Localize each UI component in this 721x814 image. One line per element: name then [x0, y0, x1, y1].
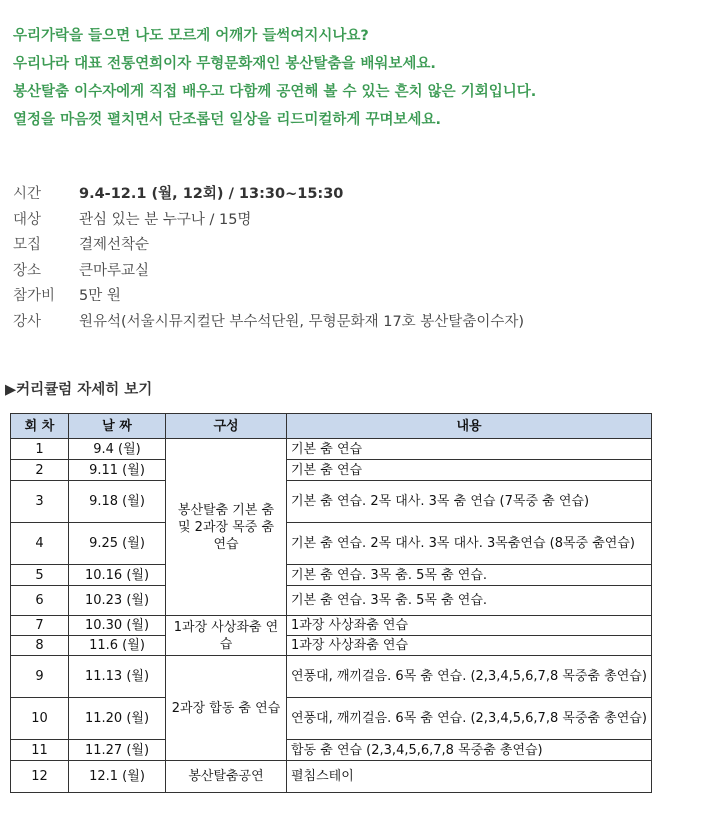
- session-no: 11: [11, 740, 69, 761]
- curriculum-detail-link[interactable]: ▶커리큘럼 자세히 보기: [5, 382, 153, 398]
- table-row: [11, 460, 652, 481]
- info-row-place: [13, 259, 524, 285]
- session-date: 9.4 (월): [69, 439, 166, 460]
- intro-line: 우리나라 대표 전통연희이자 무형문화재인 봉산탈춤을 배워보세요.: [13, 56, 436, 72]
- session-content: 1과장 사상좌춤 연습: [287, 616, 652, 636]
- session-no: 5: [11, 565, 69, 586]
- session-content: 연풍대, 깨끼걸음. 6목 춤 연습. (2,3,4,5,6,7,8 목중춤 총연습): [287, 656, 652, 698]
- table-row: [11, 565, 652, 586]
- header-composition: 구성: [166, 414, 287, 439]
- info-value: 결제선착순: [79, 237, 150, 253]
- session-date: 11.20 (월): [69, 698, 166, 740]
- info-label: 모집: [13, 237, 42, 253]
- session-no: 7: [11, 616, 69, 636]
- intro-line: 열정을 마음껏 펼치면서 단조롭던 일상을 리드미컬하게 꾸며보세요.: [13, 112, 441, 128]
- intro-text: [13, 22, 536, 134]
- group-cell: 봉산탈춤 기본 춤 및 2과장 목중 춤 연습: [166, 439, 287, 616]
- session-date: 10.23 (월): [69, 586, 166, 616]
- table-row: [11, 761, 652, 793]
- session-no: 9: [11, 656, 69, 698]
- session-no: 3: [11, 481, 69, 523]
- intro-line: 우리가락을 들으면 나도 모르게 어깨가 들썩여지시나요?: [13, 28, 369, 44]
- session-date: 11.13 (월): [69, 656, 166, 698]
- session-no: 6: [11, 586, 69, 616]
- session-content: 기본 춤 연습: [287, 439, 652, 460]
- info-label: 대상: [13, 211, 42, 228]
- session-no: 1: [11, 439, 69, 460]
- session-content: 1과장 사상좌춤 연습: [287, 636, 652, 656]
- header-content: 내용: [287, 414, 652, 439]
- course-info: [13, 182, 524, 335]
- group-cell: 1과장 사상좌춤 연습: [166, 616, 287, 656]
- session-no: 8: [11, 636, 69, 656]
- info-value: 9.4-12.1 (월, 12회) / 13:30~15:30: [79, 186, 344, 202]
- table-row: [11, 740, 652, 761]
- curriculum-table: [10, 413, 652, 793]
- session-date: 10.16 (월): [69, 565, 166, 586]
- session-content: 기본 춤 연습. 3목 춤. 5목 춤 연습.: [287, 586, 652, 616]
- session-content: 합동 춤 연습 (2,3,4,5,6,7,8 목중춤 총연습): [287, 740, 652, 761]
- table-row: [11, 616, 652, 636]
- session-no: 10: [11, 698, 69, 740]
- session-content: 펼침스테이: [287, 761, 652, 793]
- info-label: 참가비: [13, 288, 56, 304]
- info-label: 강사: [13, 313, 42, 330]
- table-header-row: [11, 414, 652, 439]
- info-value: 5만 원: [79, 288, 121, 304]
- session-content: 기본 춤 연습. 2목 대사. 3목 춤 연습 (7목중 춤 연습): [287, 481, 652, 523]
- header-date: 날 짜: [69, 414, 166, 439]
- info-row-instructor: [13, 310, 524, 336]
- info-row-target: [13, 208, 524, 234]
- session-no: 2: [11, 460, 69, 481]
- info-row-recruit: [13, 233, 524, 259]
- table-row: [11, 523, 652, 565]
- table-row: [11, 698, 652, 740]
- session-content: 기본 춤 연습. 3목 춤. 5목 춤 연습.: [287, 565, 652, 586]
- intro-line: 봉산탈춤 이수자에게 직접 배우고 다함께 공연해 볼 수 있는 흔치 않은 기회입니다.: [13, 84, 537, 100]
- session-date: 9.11 (월): [69, 460, 166, 481]
- table-row: [11, 636, 652, 656]
- session-no: 12: [11, 761, 69, 793]
- info-value: 원유석(서울시뮤지컬단 부수석단원, 무형문화재 17호 봉산탈춤이수자): [79, 313, 525, 330]
- session-date: 9.25 (월): [69, 523, 166, 565]
- session-no: 4: [11, 523, 69, 565]
- info-value: 큰마루교실: [79, 262, 150, 279]
- table-row: [11, 586, 652, 616]
- table-row: [11, 656, 652, 698]
- info-label: 시간: [13, 186, 42, 202]
- table-row: [11, 439, 652, 460]
- group-cell: 봉산탈춤공연: [166, 761, 287, 793]
- session-date: 10.30 (월): [69, 616, 166, 636]
- session-date: 11.27 (월): [69, 740, 166, 761]
- info-row-fee: [13, 284, 524, 310]
- table-row: [11, 481, 652, 523]
- header-session: 회 차: [11, 414, 69, 439]
- session-date: 9.18 (월): [69, 481, 166, 523]
- session-date: 12.1 (월): [69, 761, 166, 793]
- group-cell: 2과장 합동 춤 연습: [166, 656, 287, 761]
- session-date: 11.6 (월): [69, 636, 166, 656]
- session-content: 연풍대, 깨끼걸음. 6목 춤 연습. (2,3,4,5,6,7,8 목중춤 총연습): [287, 698, 652, 740]
- session-content: 기본 춤 연습. 2목 대사. 3목 대사. 3목춤연습 (8목중 춤연습): [287, 523, 652, 565]
- info-value: 관심 있는 분 누구나 / 15명: [79, 211, 252, 228]
- info-row-time: [13, 182, 524, 208]
- info-label: 장소: [13, 262, 42, 279]
- session-content: 기본 춤 연습: [287, 460, 652, 481]
